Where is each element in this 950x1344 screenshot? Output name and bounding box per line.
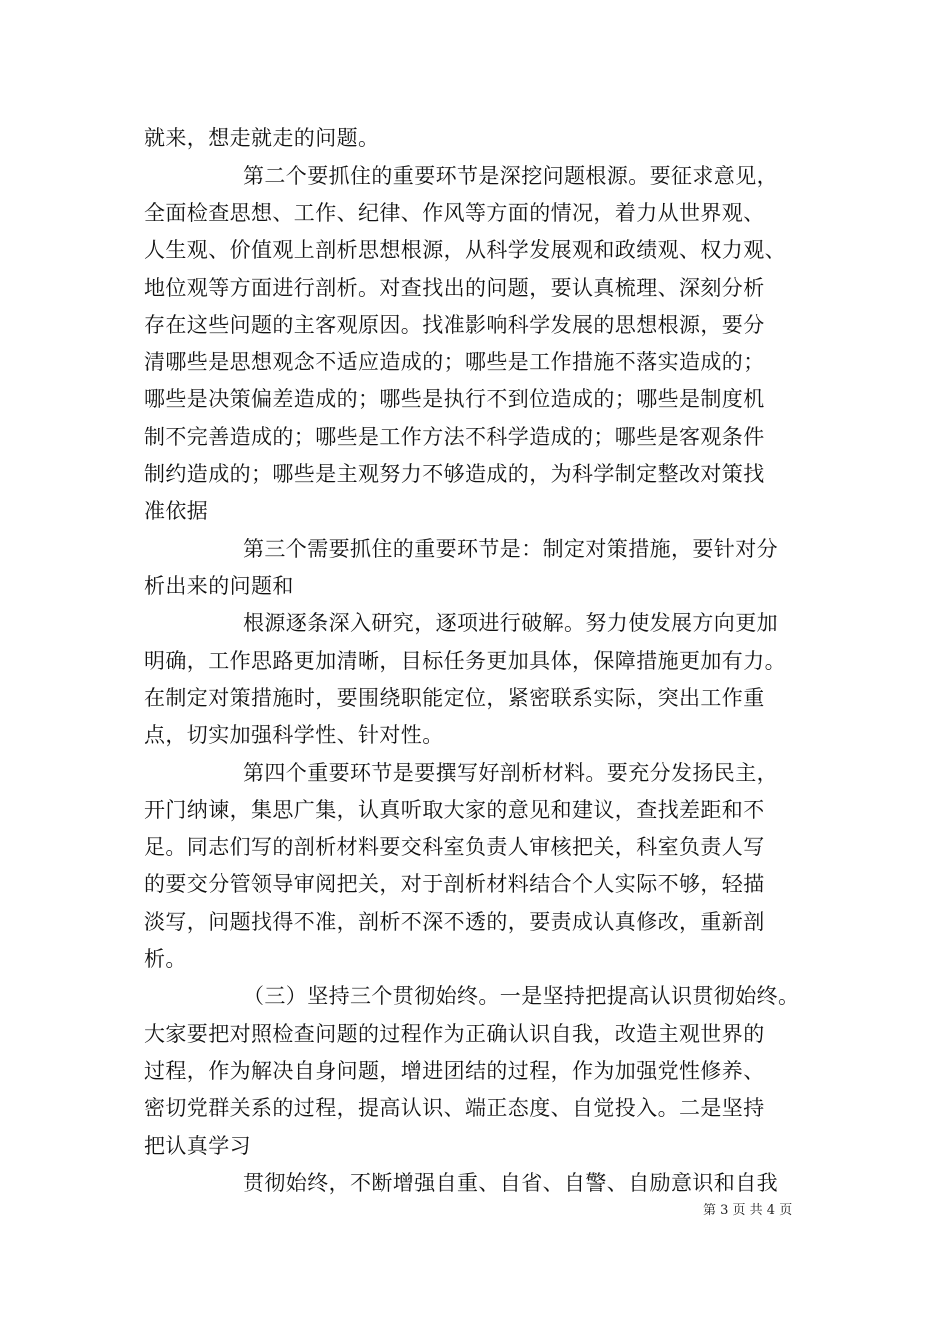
text-line: 的要交分管领导审阅把关，对于剖析材料结合个人实际不够，轻描 — [144, 872, 765, 896]
page-number: 第 3 页 共 4 页 — [703, 1203, 793, 1218]
text-line: 第四个重要环节是要撰写好剖析材料。要充分发扬民主， — [243, 761, 778, 785]
text-line: 人生观、价值观上剖析思想根源，从科学发展观和政绩观、权力观、 — [144, 238, 786, 262]
text-line: 过程，作为解决自身问题，增进团结的过程，作为加强党性修养、 — [144, 1059, 765, 1083]
text-line: （三）坚持三个贯彻始终。一是坚持把提高认识贯彻始终。 — [243, 984, 800, 1008]
text-line: 大家要把对照检查问题的过程作为正确认识自我，改造主观世界的 — [144, 1022, 765, 1046]
text-line: 存在这些问题的主客观原因。找准影响科学发展的思想根源，要分 — [144, 313, 765, 337]
text-line: 第二个要抓住的重要环节是深挖问题根源。要征求意见， — [243, 164, 778, 188]
text-line: 就来，想走就走的问题。 — [144, 126, 380, 150]
text-line: 清哪些是思想观念不适应造成的；哪些是工作措施不落实造成的； — [144, 350, 765, 374]
text-line: 密切党群关系的过程，提高认识、端正态度、自觉投入。二是坚持 — [144, 1096, 765, 1120]
text-line: 把认真学习 — [144, 1134, 251, 1158]
text-line: 全面检查思想、工作、纪律、作风等方面的情况，着力从世界观、 — [144, 201, 765, 225]
text-line: 地位观等方面进行剖析。对查找出的问题，要认真梳理、深刻分析 — [144, 276, 765, 300]
text-line: 贯彻始终，不断增强自重、自省、自警、自励意识和自我 — [243, 1171, 778, 1195]
text-line: 开门纳谏，集思广集，认真听取大家的意见和建议，查找差距和不 — [144, 798, 765, 822]
text-line: 析。 — [144, 947, 187, 971]
text-line: 哪些是决策偏差造成的；哪些是执行不到位造成的；哪些是制度机 — [144, 387, 765, 411]
text-line: 第三个需要抓住的重要环节是：制定对策措施，要针对分 — [243, 537, 778, 561]
text-line: 制不完善造成的；哪些是工作方法不科学造成的；哪些是客观条件 — [144, 425, 765, 449]
text-line: 析出来的问题和 — [144, 574, 294, 598]
text-line: 点，切实加强科学性、针对性。 — [144, 723, 444, 747]
text-line: 在制定对策措施时，要围绕职能定位，紧密联系实际，突出工作重 — [144, 686, 765, 710]
text-line: 准依据 — [144, 499, 209, 523]
text-line: 根源逐条深入研究，逐项进行破解。努力使发展方向更加 — [243, 611, 778, 635]
text-line: 足。同志们写的剖析材料要交科室负责人审核把关，科室负责人写 — [144, 835, 765, 859]
text-line: 淡写，问题找得不准，剖析不深不透的，要责成认真修改，重新剖 — [144, 910, 765, 934]
text-line: 明确，工作思路更加清晰，目标任务更加具体，保障措施更加有力。 — [144, 649, 786, 673]
text-line: 制约造成的；哪些是主观努力不够造成的，为科学制定整改对策找 — [144, 462, 765, 486]
